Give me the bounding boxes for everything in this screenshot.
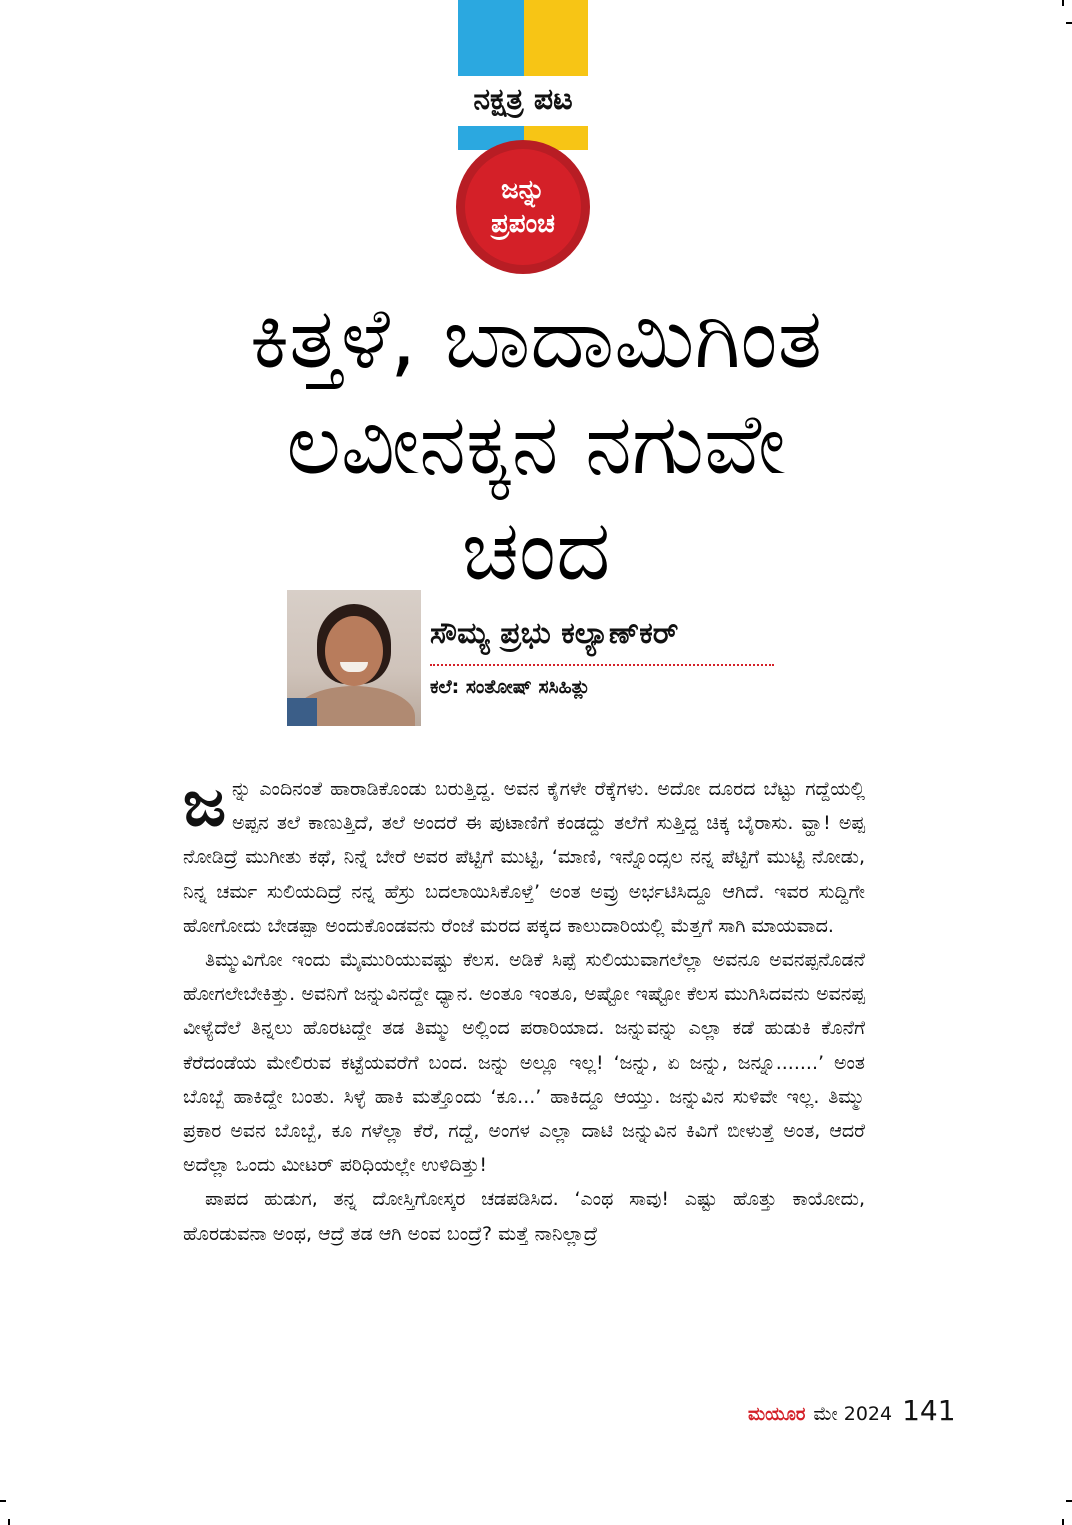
crop-mark xyxy=(1066,22,1072,24)
artist-credit: ಕಲೆ: ಸಂತೋಷ್ ಸಸಿಹಿತ್ಲು xyxy=(430,676,591,698)
masthead-blue-block xyxy=(458,0,524,150)
paragraph-2: ತಿಮ್ಮುವಿಗೋ ಇಂದು ಮೈಮುರಿಯುವಷ್ಟು ಕೆಲಸ. ಅಡಿಕೆ ಸಿಪ್ಪೆ ಸುಲಿಯುವಾಗಲೆಲ್ಲಾ ಅವನೂ ಅವನಪ್ಪನೊಡನೆ ಹೋಗಲೇಬೇಕಿತ್ತು. ಅವನಿಗೆ ಜನ್ನುವಿನದ್ದೇ ಧ್ಯಾನ. ಅಂತೂ ಇಂತೂ, ಅಷ್ಟೋ ಇಷ್ಟೋ ಕೆಲಸ ಮುಗಿಸಿದವನು ಅವನಪ್ಪ ವೀಳ್ಯೆದೆಲೆ ತಿನ್ನಲು ಹೊರಟದ್ದೇ ತಡ ತಿಮ್ಮು ಅಲ್ಲಿಂದ ಪರಾರಿಯಾದ. ಜನ್ನುವನ್ನು ಎಲ್ಲಾ ಕಡೆ ಹುಡುಕಿ ಕೊನೆಗೆ ಕೆರೆದಂಡೆಯ ಮೇಲಿರುವ ಕಟ್ಟೆಯವರೆಗೆ ಬಂದ. ಜನ್ನು ಅಲ್ಲೂ ಇಲ್ಲ! ‘ಜನ್ನು, ಏ ಜನ್ನು, ಜನ್ನೂ.......’ ಅಂತ ಬೊಬ್ಬೆ ಹಾಕಿದ್ದೇ ಬಂತು. ಸಿಳ್ಳೆ ಹಾಕಿ ಮತ್ತೊಂದು ‘ಕೂ...’ ಹಾಕಿದ್ದೂ ಆಯ್ತು. ಜನ್ನುವಿನ ಸುಳಿವೇ ಇಲ್ಲ. ತಿಮ್ಮು ಪ್ರಕಾರ ಅವನ ಬೊಬ್ಬೆ, ಕೂ ಗಳೆಲ್ಲಾ ಕೆರೆ, ಗದ್ದೆ, ಅಂಗಳ ಎಲ್ಲಾ ದಾಟಿ ಜನ್ನುವಿನ ಕಿವಿಗೆ ಬೀಳುತ್ತೆ ಅಂತ, ಆದರೆ ಅದೆಲ್ಲಾ ಒಂದು ಮೀಟರ್ ಪರಿಧಿಯಲ್ಲೇ ಉಳಿದಿತ್ತು! xyxy=(183,949,865,1177)
headline-line-1: ಕಿತ್ತಳೆ, ಬಾದಾಮಿಗಿಂತ xyxy=(249,289,823,387)
column-badge xyxy=(456,140,590,274)
masthead-color-blocks xyxy=(458,0,588,150)
author-photo xyxy=(287,590,421,726)
page-footer xyxy=(748,1394,956,1428)
crop-mark xyxy=(1062,0,1064,6)
badge-line-2: ಪ್ರಪಂಚ xyxy=(491,209,555,239)
page-number: 141 xyxy=(902,1394,956,1427)
article-headline xyxy=(140,285,932,603)
article-body xyxy=(183,767,865,1251)
headline-line-3: ಚಂದ xyxy=(461,501,611,599)
paragraph-3: ಪಾಪದ ಹುಡುಗ, ತನ್ನ ದೋಸ್ತಿಗೋಸ್ಕರ ಚಡಪಡಿಸಿದ. ‘ಎಂಥ ಸಾವು! ಎಷ್ಟು ಹೊತ್ತು ಕಾಯೋದು, ಹೊರಡುವನಾ ಅಂಥ, ಆದ್ರೆ ತಡ ಆಗಿ ಅಂವ ಬಂದ್ರೆ? ಮತ್ತೆ ನಾನಿಲ್ಲಾದ್ರೆ xyxy=(183,1188,865,1245)
crop-mark xyxy=(1062,1519,1064,1525)
magazine-name: ಮಯೂರ xyxy=(748,1404,806,1425)
paragraph-1 xyxy=(183,767,865,943)
author-divider xyxy=(430,664,774,666)
issue-date: ಮೇ 2024 xyxy=(813,1403,893,1425)
drop-cap: ಜ xyxy=(183,767,227,841)
masthead-yellow-block xyxy=(524,0,588,150)
headline-line-2: ಲವೀನಕ್ಕನ ನಗುವೇ xyxy=(286,395,786,493)
crop-mark xyxy=(1066,1500,1072,1502)
badge-line-1: ಜನ್ನು xyxy=(501,175,545,205)
paragraph-1-text: ನ್ನು ಎಂದಿನಂತೆ ಹಾರಾಡಿಕೊಂಡು ಬರುತ್ತಿದ್ದ. ಅವನ ಕೈಗಳೇ ರೆಕ್ಕೆಗಳು. ಅದೋ ದೂರದ ಬೆಟ್ಟು ಗದ್ದೆಯಲ್ಲಿ ಅಪ್ಪನ ತಲೆ ಕಾಣುತ್ತಿದೆ, ತಲೆ ಅಂದರೆ ಈ ಪುಟಾಣಿಗೆ ಕಂಡದ್ದು ತಲೆಗೆ ಸುತ್ತಿದ್ದ ಚಿಕ್ಕ ಬೈರಾಸು. ವ್ಹಾ! ಅಪ್ಪ ನೋಡಿದ್ರೆ ಮುಗೀತು ಕಥೆ, ನಿನ್ನೆ ಬೇರೆ ಅವರ ಪೆಟ್ಟಿಗೆ ಮುಟ್ಟಿ, ‘ಮಾಣಿ, ಇನ್ನೊಂದ್ಸಲ ನನ್ನ ಪೆಟ್ಟಿಗೆ ಮುಟ್ಟಿ ನೋಡು, ನಿನ್ನ ಚರ್ಮ ಸುಲಿಯದಿದ್ರೆ ನನ್ನ ಹೆಸ್ರು ಬದಲಾಯಿಸಿಕೊಳ್ತೆ’ ಅಂತ ಅವ್ರು ಅರ್ಭಟಿಸಿದ್ದೂ ಆಗಿದೆ. ಇವರ ಸುದ್ದಿಗೇ ಹೋಗೋದು ಬೇಡಪ್ಪಾ ಅಂದುಕೊಂಡವನು ರೆಂಜೆ ಮರದ ಪಕ್ಕದ ಕಾಲುದಾರಿಯಲ್ಲಿ ಮೆತ್ತಗೆ ಸಾಗಿ ಮಾಯವಾದ. xyxy=(183,778,865,937)
crop-mark xyxy=(0,1500,6,1502)
section-title: ನಕ್ಷತ್ರ ಪಟ xyxy=(473,82,573,117)
column-badge-inner xyxy=(465,149,581,265)
author-name: ಸೌಮ್ಯ ಪ್ರಭು ಕಲ್ಯಾಣ್‌ಕರ್ xyxy=(430,616,679,651)
crop-mark xyxy=(8,1519,10,1525)
